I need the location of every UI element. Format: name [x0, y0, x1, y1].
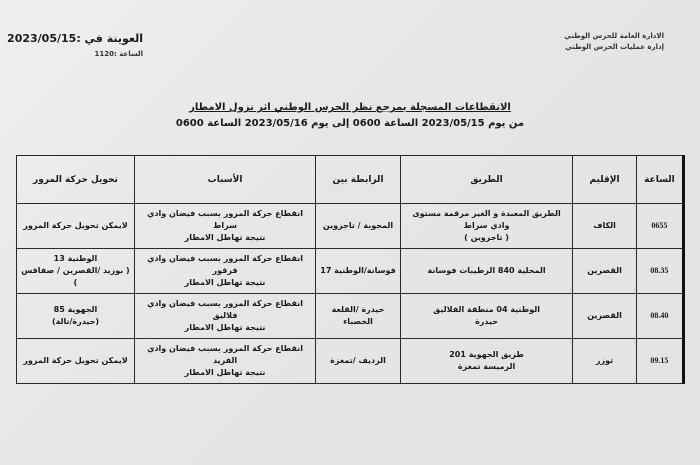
road-line: المحلية 840 الرطيبات فوسانة: [427, 266, 546, 275]
cell-time: 08.35: [636, 249, 683, 294]
cell-reason: [134, 204, 315, 249]
detour-line: (حيدرة/تالة): [51, 317, 100, 326]
link-line: حيدرة /القلعة: [331, 305, 385, 314]
detour-line: الجهوية 85: [53, 305, 98, 314]
cell-region: القصرين: [573, 294, 637, 339]
detour-line: ( بوزيد /القصرين / صفاقس ): [21, 266, 130, 287]
org-name-line1: الادارة العامة للحرس الوطني: [564, 32, 664, 40]
table-row: [17, 339, 684, 384]
road-line: الرميسة تمغزة: [457, 362, 516, 371]
cell-road: [400, 249, 572, 294]
cell-reason: [134, 339, 315, 384]
cell-region: توزر: [573, 339, 637, 384]
detour-line: لايمكن تحويل حركة المرور: [23, 221, 128, 230]
reason-line: نتيجة تهاطل الامطار: [184, 323, 266, 332]
cell-link: [316, 294, 401, 339]
road-line: الوطنية 04 منطقة الفلاليق: [433, 305, 540, 314]
road-closures-table: [16, 155, 685, 384]
detour-line: الوطنية 13: [53, 254, 98, 263]
document-title: [0, 100, 700, 131]
cell-region: الكاف: [573, 204, 637, 249]
col-header-time: الساعة: [636, 156, 683, 204]
detour-line: لايمكن تحويل حركة المرور: [23, 356, 128, 365]
cell-link: [316, 339, 401, 384]
col-header-detour: تحويل حركة المرور: [17, 156, 135, 204]
link-line: المجوبة / تاجروين: [322, 221, 394, 230]
table-header-row: [17, 156, 684, 204]
cell-time: 08.40: [636, 294, 683, 339]
cell-detour: [17, 204, 135, 249]
road-line: حيدرة: [475, 317, 499, 326]
cell-time: 09.15: [636, 339, 683, 384]
col-header-link: الرابطة بين: [316, 156, 401, 204]
org-name-line2: إدارة عمليات الحرس الوطني: [565, 43, 664, 51]
cell-time: 0655: [636, 204, 683, 249]
place-date-block: [7, 32, 143, 60]
cell-reason: [134, 294, 315, 339]
reason-line: انقطاع حركة المرور بسبب فيضان وادي سراط: [147, 209, 303, 230]
cell-road: [400, 339, 572, 384]
road-line: طريق الجهوية 201: [449, 350, 524, 359]
col-header-road: الطريق: [400, 156, 572, 204]
cell-detour: [17, 339, 135, 384]
reason-line: نتيجة تهاطل الامطار: [184, 278, 266, 287]
cell-detour: [17, 294, 135, 339]
cell-road: [400, 204, 572, 249]
col-header-reason: الأسباب: [134, 156, 315, 204]
reason-line: انقطاع حركة المرور بسبب فيضان وادي الفريد: [147, 344, 303, 365]
issuing-authority: [564, 31, 664, 53]
cell-link: [316, 249, 401, 294]
link-line: الرديف /تمغزة: [330, 356, 386, 365]
road-line: ( تاجروين ): [464, 233, 509, 242]
cell-road: [400, 294, 572, 339]
link-line: الخصباء: [343, 317, 373, 326]
col-header-region: الإقليم: [573, 156, 637, 204]
issue-time: الساعة :1120: [94, 50, 143, 58]
cell-region: القصرين: [573, 249, 637, 294]
title-line2: من يوم 2023/05/15 الساعة 0600 إلى يوم 2023/05/16 الساعة 0600: [175, 118, 525, 129]
table-row: [17, 204, 684, 249]
place-date: العوينة في :2023/05/15: [7, 32, 143, 45]
cell-link: [316, 204, 401, 249]
road-line: الطريق المعبدة و الغير مرقمة مستوى وادي سراط: [412, 209, 561, 230]
reason-line: انقطاع حركة المرور بسبب فيضان وادي فلاليق: [147, 299, 303, 320]
table-row: [17, 294, 684, 339]
table-row: [17, 249, 684, 294]
title-line1: الانقطاعات المسجلة بمرجع نظر الحرس الوطني اثر نزول الامطار: [189, 102, 511, 113]
link-line: فوسانة/الوطنية 17: [320, 266, 396, 275]
reason-line: انقطاع حركة المرور بسبب فيضان وادي قرقور: [147, 254, 303, 275]
cell-reason: [134, 249, 315, 294]
reason-line: نتيجة تهاطل الامطار: [184, 233, 266, 242]
cell-detour: [17, 249, 135, 294]
reason-line: نتيجة تهاطل الامطار: [184, 368, 266, 377]
